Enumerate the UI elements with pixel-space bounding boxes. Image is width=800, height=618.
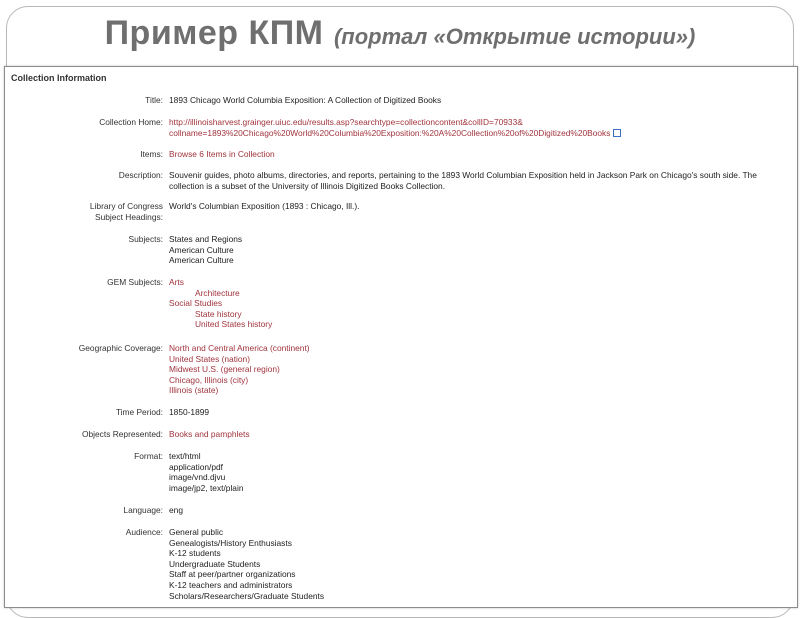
gem-subject-link[interactable]: Architecture — [195, 287, 240, 298]
field-description-label: Description: — [118, 170, 163, 180]
format-item: application/pdf — [169, 461, 224, 472]
geo-coverage-link[interactable]: Illinois (state) — [169, 385, 219, 396]
slide-title-main: Пример КПМ — [104, 14, 324, 52]
collection-home-link-line2[interactable]: collname=1893%20Chicago%20World%20Columbia%20Exposition:%20A%20Collection%20of%20Digitized%20Books — [169, 127, 611, 138]
audience-item: Staff at peer/partner organizations — [169, 569, 296, 580]
collection-info-header: Collection Information — [11, 73, 107, 83]
format-item: image/jp2, text/plain — [169, 482, 244, 493]
description-line2: collection is a subset of the University of Illinois Digitized Books Collection. — [169, 180, 446, 191]
field-subjects-label: Subjects: — [128, 234, 163, 244]
browse-items-link[interactable]: Browse 6 Items in Collection — [169, 149, 275, 159]
subject-item: American Culture — [169, 255, 234, 266]
description-line1: Souvenir guides, photo albums, directories, and reports, pertaining to the 1893 World Columbian Exposition held in Jackson Park on Chicago's south side. The — [169, 170, 757, 180]
geo-coverage-link[interactable]: Chicago, Illinois (city) — [169, 374, 249, 385]
audience-item: General public — [169, 527, 224, 537]
field-objects-represented-label: Objects Represented: — [81, 429, 163, 439]
field-geographic-coverage-label: Geographic Coverage: — [78, 343, 163, 353]
geo-coverage-link[interactable]: United States (nation) — [169, 353, 251, 364]
format-item: text/html — [169, 451, 201, 461]
gem-subject-link[interactable]: United States history — [195, 319, 273, 330]
external-link-icon[interactable] — [613, 129, 621, 137]
objects-represented-link[interactable]: Books and pamphlets — [169, 429, 250, 439]
gem-subject-link[interactable]: Arts — [169, 277, 184, 287]
audience-item: Scholars/Researchers/Graduate Students — [169, 590, 325, 601]
field-title-value: 1893 Chicago World Columbia Exposition: A Collection of Digitized Books — [169, 95, 442, 105]
field-title-label: Title: — [145, 95, 163, 105]
field-format-label: Format: — [134, 451, 163, 461]
field-audience-label: Audience: — [125, 527, 163, 537]
subject-item: American Culture — [169, 244, 234, 255]
audience-item: Undergraduate Students — [169, 558, 261, 569]
field-time-period-label: Time Period: — [115, 407, 163, 417]
audience-item: K-12 students — [169, 548, 221, 559]
language-value: eng — [169, 505, 183, 515]
gem-subject-link[interactable]: State history — [195, 308, 242, 319]
format-item: image/vnd.djvu — [169, 472, 226, 483]
collection-home-link-line1[interactable]: http://illinoisharvest.grainger.uiuc.edu/results.asp?searchtype=collectioncontent&collID=70933& — [169, 117, 523, 127]
loc-value: World's Columbian Exposition (1893 : Chicago, Ill.). — [169, 201, 360, 211]
geo-coverage-link[interactable]: North and Central America (continent) — [169, 343, 310, 353]
audience-item: Genealogists/History Enthusiasts — [169, 537, 292, 548]
loc-label-line2: Subject Headings: — [95, 211, 163, 222]
field-gem-subjects-label: GEM Subjects: — [107, 277, 163, 287]
time-period-value: 1850-1899 — [169, 407, 210, 417]
subject-item: States and Regions — [169, 234, 243, 244]
slide-title-subtitle: (портал «Открытие истории») — [333, 24, 696, 49]
audience-item: K-12 teachers and administrators — [169, 579, 293, 590]
slide-title — [0, 14, 800, 53]
loc-label-line1: Library of Congress — [89, 201, 163, 211]
gem-subject-link[interactable]: Social Studies — [169, 298, 223, 309]
field-language-label: Language: — [123, 505, 163, 515]
collection-screenshot — [4, 66, 798, 608]
field-items-label: Items: — [140, 149, 163, 159]
field-collection-home-label: Collection Home: — [99, 117, 163, 127]
geo-coverage-link[interactable]: Midwest U.S. (general region) — [169, 364, 280, 375]
